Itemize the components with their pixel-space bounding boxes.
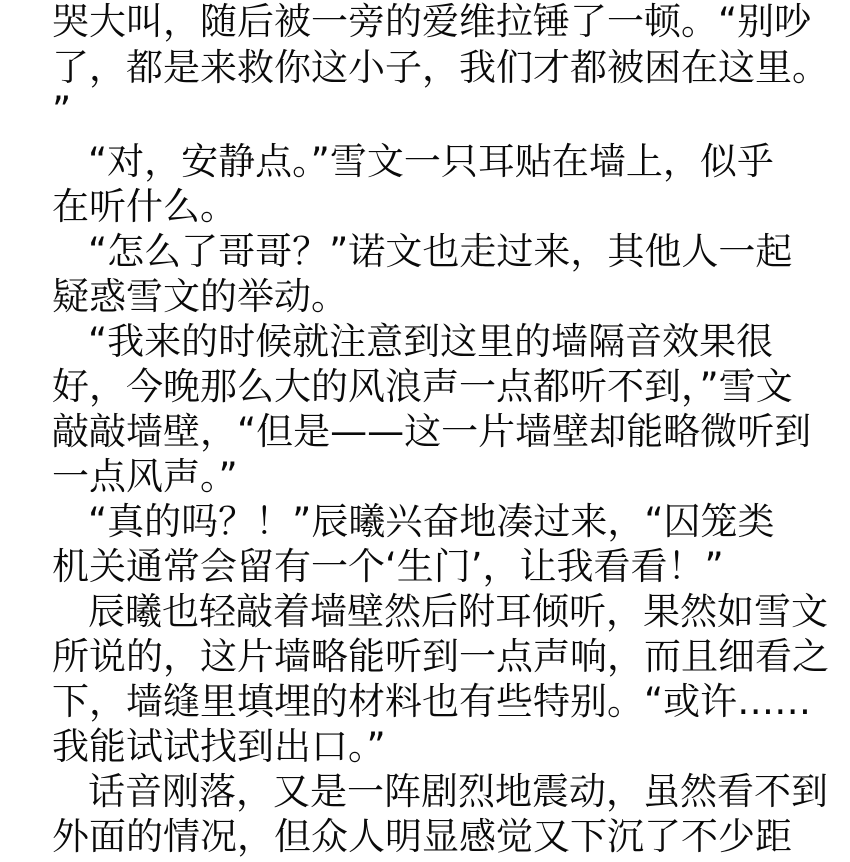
text-line-10: 敲敲墙壁，“但是——这一片墙壁却能略微听到 — [52, 410, 812, 453]
text-line-1: 哭大叫，随后被一旁的爱维拉锤了一顿。“别吵 — [52, 0, 812, 43]
text-line-12: “真的吗？！”辰曦兴奋地凑过来，“囚笼类 — [88, 500, 775, 543]
text-line-16: 下，墙缝里填埋的材料也有些特别。“或许…… — [52, 680, 812, 723]
text-line-19: 外面的情况，但众人明显感觉又下沉了不少距 — [52, 815, 792, 858]
text-line-8: “我来的时候就注意到这里的墙隔音效果很 — [88, 320, 774, 363]
text-line-15: 所说的，这片墙略能听到一点声响，而且细看之 — [52, 635, 829, 678]
text-line-2: 了，都是来救你这小子，我们才都被困在这里。 — [52, 46, 829, 89]
text-line-11: 一点风声。” — [52, 455, 238, 498]
text-line-5: 在听什么。 — [52, 185, 237, 228]
text-line-4: “对，安静点。”雪文一只耳贴在墙上，似乎 — [88, 140, 774, 183]
text-line-6: “怎么了哥哥？”诺文也走过来，其他人一起 — [88, 230, 793, 273]
text-line-17: 我能试试找到出口。” — [52, 725, 386, 768]
text-line-9: 好，今晚那么大的风浪声一点都听不到，”雪文 — [52, 365, 793, 408]
text-line-7: 疑惑雪文的举动。 — [52, 275, 348, 318]
text-line-3: ” — [52, 89, 72, 132]
text-line-13: 机关通常会留有一个‘生门’，让我看看！” — [52, 545, 724, 588]
text-line-18: 话音刚落，又是一阵剧烈地震动，虽然看不到 — [88, 770, 828, 813]
text-line-14: 辰曦也轻敲着墙壁然后附耳倾听，果然如雪文 — [88, 590, 828, 633]
